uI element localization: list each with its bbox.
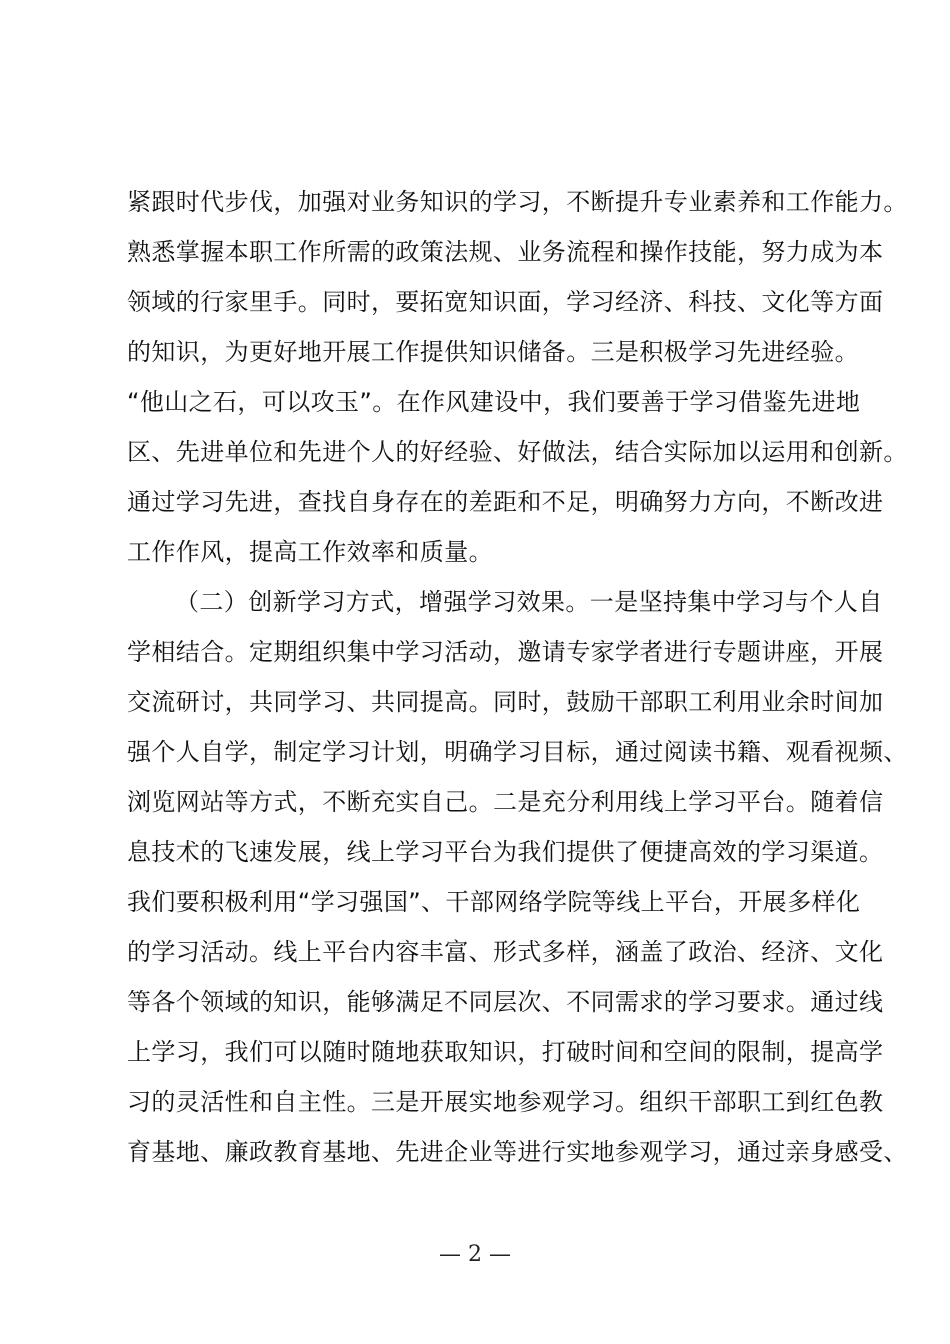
body-text-line: 紧跟时代步伐，加强对业务知识的学习，不断提升专业素养和工作能力。 [127,188,908,216]
body-text-line: 上学习，我们可以随时随地获取知识，打破时间和空间的限制，提高学 [127,1038,884,1066]
body-text-line: 通过学习先进，查找自身存在的差距和不足，明确努力方向，不断改进 [127,488,884,516]
body-text-line: 学相结合。定期组织集中学习活动，邀请专家学者进行专题讲座，开展 [127,638,884,666]
body-text-line: 的学习活动。线上平台内容丰富、形式多样，涵盖了政治、经济、文化 [127,938,884,966]
body-text-line: 强个人自学，制定学习计划，明确学习目标，通过阅读书籍、观看视频、 [127,738,908,766]
body-text-line: 习的灵活性和自主性。三是开展实地参观学习。组织干部职工到红色教 [127,1088,884,1116]
body-text-line: 等各个领域的知识，能够满足不同层次、不同需求的学习要求。通过线 [127,988,884,1016]
body-text-line: 我们要积极利用“学习强国”、干部网络学院等线上平台，开展多样化 [127,888,861,916]
body-text-line: 工作作风，提高工作效率和质量。 [127,538,493,566]
body-text-line: 育基地、廉政教育基地、先进企业等进行实地参观学习，通过亲身感受、 [127,1138,908,1166]
section-heading-line: （二）创新学习方式，增强学习效果。一是坚持集中学习与个人自 [175,588,883,616]
body-text-line: 领域的行家里手。同时，要拓宽知识面，学习经济、科技、文化等方面 [127,288,884,316]
body-text-line: 交流研讨，共同学习、共同提高。同时，鼓励干部职工利用业余时间加 [127,688,884,716]
body-text-line: 区、先进单位和先进个人的好经验、好做法，结合实际加以运用和创新。 [127,438,908,466]
body-text-line: 熟悉掌握本职工作所需的政策法规、业务流程和操作技能，努力成为本 [127,238,884,266]
body-text-line: 浏览网站等方式，不断充实自己。二是充分利用线上学习平台。随着信 [127,788,884,816]
body-text-line: “他山之石，可以攻玉”。在作风建设中，我们要善于学习借鉴先进地 [127,388,861,416]
page-number: — 2 — [439,1242,511,1267]
body-text-line: 的知识，为更好地开展工作提供知识储备。三是积极学习先进经验。 [127,338,859,366]
body-text-line: 息技术的飞速发展，线上学习平台为我们提供了便捷高效的学习渠道。 [127,838,884,866]
